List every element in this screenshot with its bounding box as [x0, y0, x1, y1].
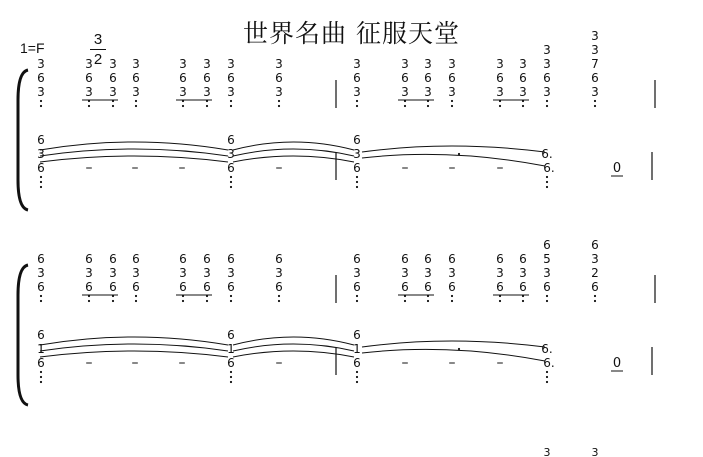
treble-note: 3 — [519, 57, 527, 71]
treble-note: 3 — [132, 85, 140, 99]
bass-note: 6 — [353, 328, 361, 342]
bass-note: 6. — [543, 161, 555, 175]
low-octave-dot — [594, 100, 596, 102]
tie-slur — [40, 344, 228, 351]
treble-note: 3 — [179, 85, 187, 99]
treble-note: 3 — [353, 57, 361, 71]
treble-note: 6 — [275, 280, 283, 294]
sustain-dash: – — [401, 355, 409, 371]
treble-note: 6 — [591, 280, 599, 294]
staccato-dot — [458, 348, 460, 350]
sustain-dash: – — [85, 160, 93, 176]
treble-note: 6 — [543, 71, 551, 85]
low-octave-dot — [40, 181, 42, 183]
low-octave-dot — [356, 371, 358, 373]
treble-note: 6 — [85, 252, 93, 266]
low-octave-dot — [278, 295, 280, 297]
sustain-dash: – — [275, 355, 283, 371]
treble-note: 6 — [227, 252, 235, 266]
low-octave-dot — [40, 371, 42, 373]
treble-note: 6 — [109, 252, 117, 266]
treble-note: 3 — [401, 266, 409, 280]
sustain-dash: – — [401, 160, 409, 176]
low-octave-dot — [356, 376, 358, 378]
low-octave-dot — [356, 300, 358, 302]
treble-note: 6 — [519, 280, 527, 294]
treble-note: 3 — [37, 85, 45, 99]
treble-note: 3 — [448, 85, 456, 99]
low-octave-dot — [451, 295, 453, 297]
low-octave-dot — [230, 381, 232, 383]
low-octave-dot — [546, 300, 548, 302]
low-octave-dot — [594, 295, 596, 297]
low-octave-dot — [40, 176, 42, 178]
treble-note: 6 — [543, 238, 551, 252]
low-octave-dot — [404, 105, 406, 107]
treble-note: 6 — [275, 71, 283, 85]
bass-note: 6 — [353, 356, 361, 370]
treble-note: 3 — [591, 29, 599, 43]
treble-note: 6 — [591, 71, 599, 85]
low-octave-dot — [499, 300, 501, 302]
treble-note: 6 — [179, 280, 187, 294]
treble-note: 3 — [203, 266, 211, 280]
bass-note: 1 — [227, 342, 235, 356]
treble-note: 6 — [353, 71, 361, 85]
low-octave-dot — [546, 381, 548, 383]
treble-note: 6 — [109, 71, 117, 85]
treble-note: 6 — [401, 252, 409, 266]
low-octave-dot — [522, 105, 524, 107]
treble-note: 3 — [543, 43, 551, 57]
treble-note: 3 — [543, 85, 551, 99]
time-signature-top: 3 — [93, 31, 103, 48]
treble-note: 3 — [132, 57, 140, 71]
low-octave-dot — [230, 186, 232, 188]
low-octave-dot — [40, 100, 42, 102]
treble-note: 3 — [543, 57, 551, 71]
treble-note: 3 — [85, 85, 93, 99]
bass-note: 6 — [227, 356, 235, 370]
low-octave-dot — [40, 186, 42, 188]
low-octave-dot — [135, 295, 137, 297]
low-octave-dot — [230, 376, 232, 378]
low-octave-dot — [230, 105, 232, 107]
sustain-dash: – — [131, 355, 139, 371]
treble-note: 6 — [353, 280, 361, 294]
treble-note: 3 — [448, 266, 456, 280]
treble-note: 6 — [591, 238, 599, 252]
low-octave-dot — [499, 105, 501, 107]
treble-note: 6 — [275, 252, 283, 266]
system-1-brace — [18, 70, 28, 210]
treble-note: 3 — [37, 57, 45, 71]
treble-note: 6 — [448, 71, 456, 85]
bass-note: 6 — [37, 133, 45, 147]
bass-note: 6 — [227, 161, 235, 175]
score-title: 世界名曲 征服天堂 — [243, 19, 460, 48]
low-octave-dot — [230, 371, 232, 373]
tie-slur — [362, 146, 545, 152]
sustain-dash: – — [496, 160, 504, 176]
treble-note: 7 — [591, 57, 599, 71]
bass-note: 6 — [37, 356, 45, 370]
tie-slur — [40, 149, 228, 156]
treble-note: 3 — [401, 85, 409, 99]
treble-note: 3 — [591, 446, 599, 457]
treble-note: 3 — [109, 85, 117, 99]
treble-note: 6 — [132, 252, 140, 266]
treble-note: 3 — [179, 266, 187, 280]
treble-note: 3 — [109, 57, 117, 71]
treble-note: 6 — [203, 71, 211, 85]
bass-note: 6 — [227, 133, 235, 147]
low-octave-dot — [112, 105, 114, 107]
treble-note: 5 — [543, 252, 551, 266]
treble-note: 6 — [424, 252, 432, 266]
low-octave-dot — [594, 105, 596, 107]
sustain-dash: – — [131, 160, 139, 176]
bass-note: 3 — [353, 147, 361, 161]
treble-note: 6 — [496, 71, 504, 85]
low-octave-dot — [356, 100, 358, 102]
treble-note: 3 — [496, 57, 504, 71]
treble-note: 3 — [496, 85, 504, 99]
low-octave-dot — [112, 300, 114, 302]
low-octave-dot — [356, 105, 358, 107]
treble-note: 6 — [519, 252, 527, 266]
bass-note: 6 — [37, 161, 45, 175]
low-octave-dot — [40, 105, 42, 107]
low-octave-dot — [278, 100, 280, 102]
low-octave-dot — [135, 105, 137, 107]
low-octave-dot — [546, 295, 548, 297]
time-signature-bottom: 2 — [93, 51, 103, 68]
treble-note: 6 — [448, 252, 456, 266]
treble-note: 6 — [132, 71, 140, 85]
treble-note: 6 — [424, 280, 432, 294]
low-octave-dot — [451, 105, 453, 107]
treble-note: 3 — [401, 57, 409, 71]
tie-slur — [362, 341, 545, 347]
low-octave-dot — [404, 300, 406, 302]
treble-note: 6 — [424, 71, 432, 85]
treble-note: 6 — [401, 71, 409, 85]
treble-note: 3 — [275, 57, 283, 71]
treble-note: 6 — [496, 280, 504, 294]
sustain-dash: – — [275, 160, 283, 176]
treble-note: 6 — [227, 71, 235, 85]
treble-note: 6 — [519, 71, 527, 85]
low-octave-dot — [40, 381, 42, 383]
low-octave-dot — [546, 105, 548, 107]
treble-note: 3 — [85, 266, 93, 280]
low-octave-dot — [88, 105, 90, 107]
bass-note: 3 — [227, 147, 235, 161]
low-octave-dot — [546, 371, 548, 373]
low-octave-dot — [230, 100, 232, 102]
treble-note: 3 — [591, 85, 599, 99]
treble-note: 3 — [227, 85, 235, 99]
low-octave-dot — [40, 376, 42, 378]
staccato-dot — [458, 153, 460, 155]
treble-note: 6 — [37, 252, 45, 266]
low-octave-dot — [356, 186, 358, 188]
treble-note: 3 — [543, 446, 551, 457]
low-octave-dot — [182, 105, 184, 107]
key-signature: 1=F — [20, 40, 45, 56]
sustain-dash: – — [448, 160, 456, 176]
treble-note: 3 — [591, 43, 599, 57]
treble-note: 3 — [85, 57, 93, 71]
treble-note: 3 — [203, 85, 211, 99]
bass-note: 6 — [37, 328, 45, 342]
treble-note: 3 — [227, 57, 235, 71]
sustain-dash: – — [178, 160, 186, 176]
bass-note: 6 — [353, 133, 361, 147]
rest-zero: 0 — [612, 356, 622, 371]
low-octave-dot — [278, 105, 280, 107]
low-octave-dot — [278, 300, 280, 302]
system-2-brace — [18, 265, 28, 405]
treble-note: 3 — [424, 85, 432, 99]
treble-note: 3 — [543, 266, 551, 280]
treble-note: 6 — [496, 252, 504, 266]
low-octave-dot — [546, 176, 548, 178]
treble-note: 3 — [109, 266, 117, 280]
low-octave-dot — [356, 176, 358, 178]
treble-note: 6 — [401, 280, 409, 294]
bass-note: 1 — [37, 342, 45, 356]
low-octave-dot — [88, 300, 90, 302]
low-octave-dot — [451, 300, 453, 302]
bass-note: 6. — [541, 147, 553, 161]
treble-note: 6 — [85, 280, 93, 294]
treble-note: 6 — [227, 280, 235, 294]
treble-note: 6 — [353, 252, 361, 266]
rest-zero: 0 — [612, 161, 622, 176]
bass-note: 6 — [227, 328, 235, 342]
treble-note: 6 — [179, 71, 187, 85]
treble-note: 3 — [519, 266, 527, 280]
bass-note: 3 — [37, 147, 45, 161]
treble-note: 2 — [591, 266, 599, 280]
treble-note: 3 — [37, 266, 45, 280]
low-octave-dot — [206, 300, 208, 302]
bass-note: 6 — [353, 161, 361, 175]
low-octave-dot — [522, 300, 524, 302]
treble-note: 6 — [179, 252, 187, 266]
treble-note: 6 — [203, 252, 211, 266]
bass-note: 1 — [353, 342, 361, 356]
low-octave-dot — [427, 105, 429, 107]
low-octave-dot — [546, 181, 548, 183]
treble-note: 3 — [496, 266, 504, 280]
treble-note: 3 — [353, 85, 361, 99]
low-octave-dot — [546, 100, 548, 102]
treble-note: 6 — [37, 280, 45, 294]
treble-note: 6 — [448, 280, 456, 294]
low-octave-dot — [206, 105, 208, 107]
treble-note: 6 — [543, 280, 551, 294]
treble-note: 6 — [203, 280, 211, 294]
sustain-dash: – — [178, 355, 186, 371]
treble-note: 3 — [227, 266, 235, 280]
treble-note: 3 — [519, 85, 527, 99]
treble-note: 3 — [275, 266, 283, 280]
treble-note: 6 — [85, 71, 93, 85]
treble-note: 3 — [275, 85, 283, 99]
low-octave-dot — [230, 295, 232, 297]
low-octave-dot — [230, 181, 232, 183]
bass-note: 6. — [543, 356, 555, 370]
low-octave-dot — [230, 176, 232, 178]
low-octave-dot — [40, 300, 42, 302]
treble-note: 3 — [203, 57, 211, 71]
low-octave-dot — [356, 381, 358, 383]
low-octave-dot — [427, 300, 429, 302]
low-octave-dot — [594, 300, 596, 302]
treble-note: 3 — [353, 266, 361, 280]
low-octave-dot — [230, 300, 232, 302]
low-octave-dot — [546, 186, 548, 188]
low-octave-dot — [356, 295, 358, 297]
low-octave-dot — [135, 300, 137, 302]
treble-note: 3 — [424, 57, 432, 71]
sustain-dash: – — [448, 355, 456, 371]
sustain-dash: – — [85, 355, 93, 371]
low-octave-dot — [182, 300, 184, 302]
low-octave-dot — [546, 376, 548, 378]
treble-note: 6 — [37, 71, 45, 85]
low-octave-dot — [135, 100, 137, 102]
low-octave-dot — [40, 295, 42, 297]
treble-note: 3 — [424, 266, 432, 280]
treble-note: 6 — [132, 280, 140, 294]
treble-note: 3 — [179, 57, 187, 71]
treble-note: 3 — [132, 266, 140, 280]
bass-note: 6. — [541, 342, 553, 356]
treble-note: 3 — [448, 57, 456, 71]
low-octave-dot — [451, 100, 453, 102]
sustain-dash: – — [496, 355, 504, 371]
treble-note: 3 — [591, 252, 599, 266]
treble-note: 6 — [109, 280, 117, 294]
low-octave-dot — [356, 181, 358, 183]
